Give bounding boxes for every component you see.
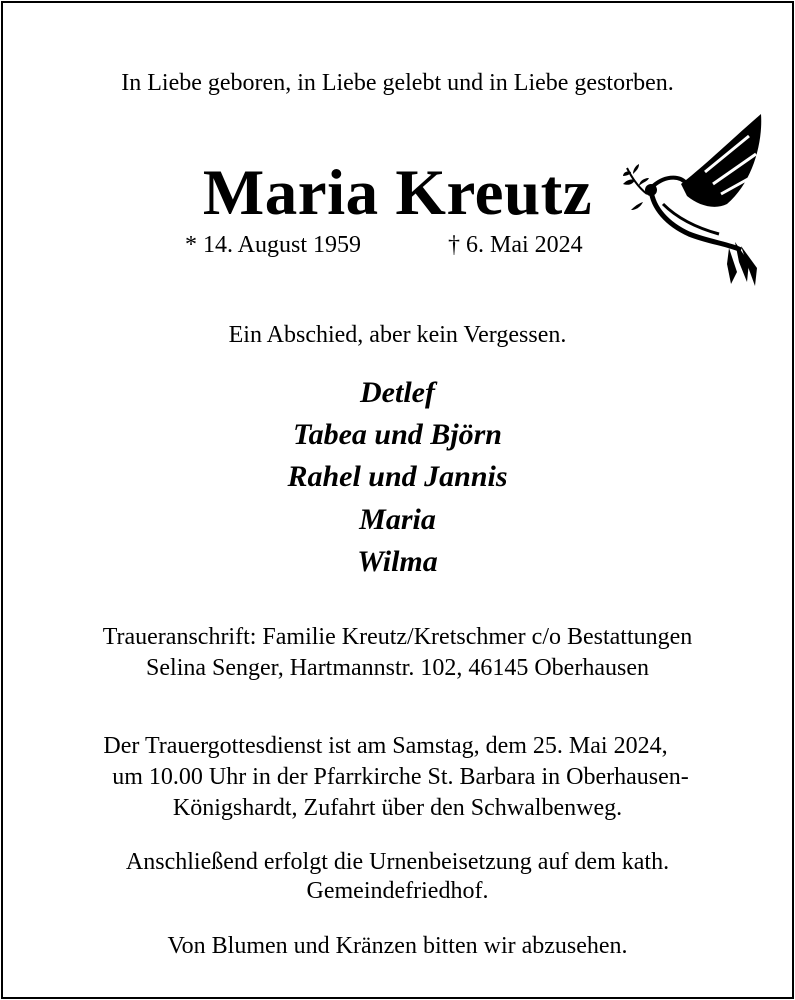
death-date: † 6. Mai 2024 <box>448 232 583 258</box>
dove-with-olive-branch-icon <box>623 112 768 287</box>
flowers-request: Von Blumen und Kränzen bitten wir abzusehen. <box>167 933 628 959</box>
urn-burial-line: Anschließend erfolgt die Urnenbeisetzung auf dem kath. <box>125 849 670 875</box>
mourner-name: Detlef <box>360 376 435 409</box>
subline: Ein Abschied, aber kein Vergessen. <box>228 322 567 348</box>
motto: In Liebe geboren, in Liebe gelebt und in Liebe gestorben. <box>121 70 674 96</box>
birth-date: * 14. August 1959 <box>185 232 362 258</box>
address-line: Selina Senger, Hartmannstr. 102, 46145 Oberhausen <box>146 655 649 681</box>
mourner-name: Tabea und Björn <box>293 418 502 451</box>
service-line: Königshardt, Zufahrt über den Schwalbenweg. <box>172 795 623 821</box>
deceased-name: Maria Kreutz <box>202 157 593 229</box>
mourner-name: Rahel und Jannis <box>287 460 508 493</box>
mourner-name: Wilma <box>357 545 438 578</box>
mourner-name: Maria <box>359 503 436 536</box>
service-line: um 10.00 Uhr in der Pfarrkirche St. Barbara in Oberhausen- <box>112 764 689 790</box>
service-line: Der Trauergottesdienst ist am Samstag, dem 25. Mai 2024, <box>103 733 668 759</box>
address-line: Traueranschrift: Familie Kreutz/Kretschmer c/o Bestattungen <box>102 624 693 650</box>
urn-burial-line: Gemeindefriedhof. <box>306 878 489 904</box>
